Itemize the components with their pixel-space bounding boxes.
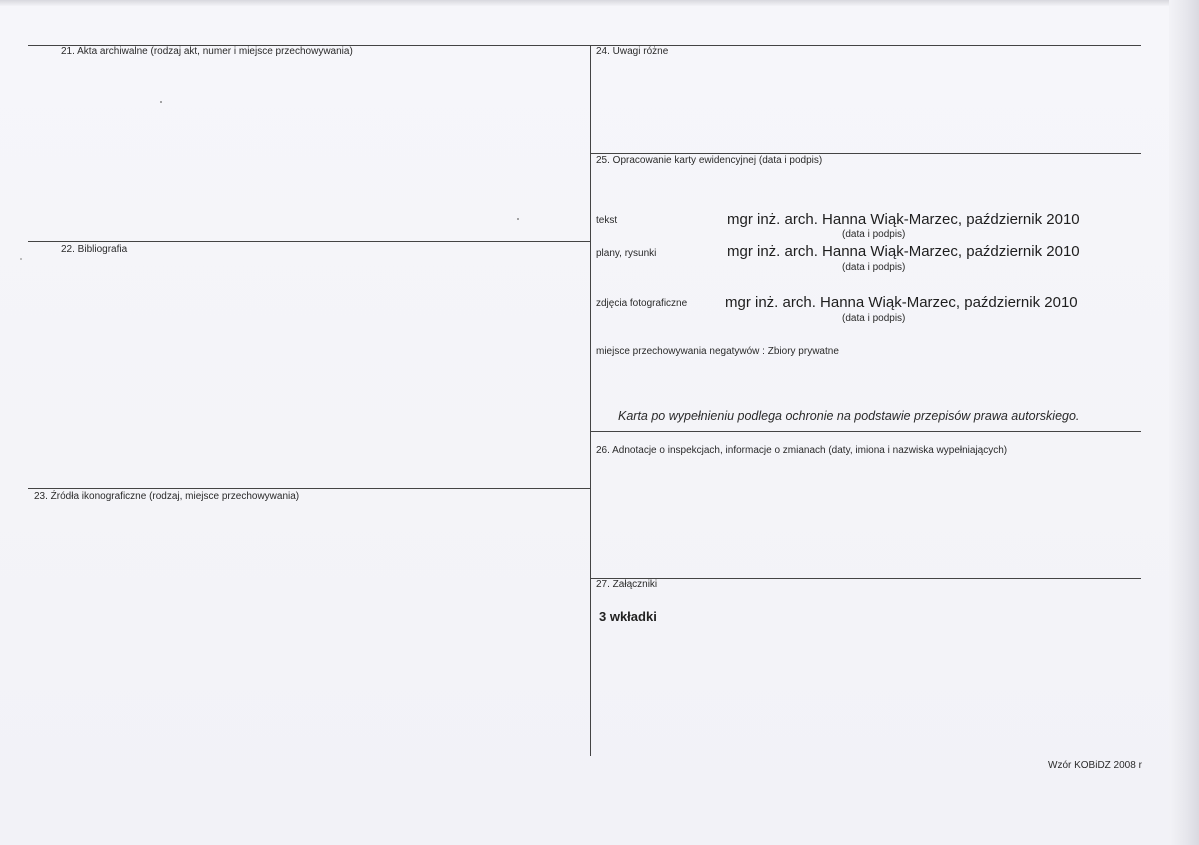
row-plans-value: mgr inż. arch. Hanna Wiąk-Marzec, październik 2010 xyxy=(727,243,1080,260)
attachments-value: 3 wkładki xyxy=(599,609,657,624)
section-24-label: 24. Uwagi różne xyxy=(596,46,669,57)
scan-speck xyxy=(20,258,22,260)
column-divider xyxy=(590,45,591,756)
divider-27-top xyxy=(590,578,1141,579)
row-text-label: tekst xyxy=(596,215,618,226)
section-22-label: 22. Bibliografia xyxy=(61,244,128,255)
row-plans-hint: (data i podpis) xyxy=(842,262,906,273)
divider-23-top xyxy=(28,488,590,489)
divider-25-top xyxy=(590,153,1141,154)
row-photos-value: mgr inż. arch. Hanna Wiąk-Marzec, październik 2010 xyxy=(725,294,1078,311)
scan-speck xyxy=(160,101,162,103)
section-21-label: 21. Akta archiwalne (rodzaj akt, numer i miejsce przechowywania) xyxy=(61,46,353,57)
row-text-hint: (data i podpis) xyxy=(842,229,906,240)
negatives-storage: miejsce przechowywania negatywów : Zbiory prywatne xyxy=(596,346,839,357)
scan-speck xyxy=(517,218,519,220)
row-plans-label: plany, rysunki xyxy=(596,248,657,259)
row-photos-hint: (data i podpis) xyxy=(842,313,906,324)
section-27-label: 27. Załączniki xyxy=(596,579,658,590)
section-23-label: 23. Źródła ikonograficzne (rodzaj, miejsce przechowywania) xyxy=(34,491,300,502)
row-photos-label: zdjęcia fotograficzne xyxy=(596,298,688,309)
divider-22-top xyxy=(28,241,590,242)
form-template-footer: Wzór KOBiDZ 2008 r xyxy=(1048,760,1142,771)
row-text-value: mgr inż. arch. Hanna Wiąk-Marzec, październik 2010 xyxy=(727,211,1080,228)
section-26-label: 26. Adnotacje o inspekcjach, informacje o zmianach (daty, imiona i nazwiska wypełniających) xyxy=(596,445,1008,456)
copyright-note: Karta po wypełnieniu podlega ochronie na podstawie przepisów prawa autorskiego. xyxy=(618,409,1080,423)
divider-26-top xyxy=(590,431,1141,432)
section-25-label: 25. Opracowanie karty ewidencyjnej (data i podpis) xyxy=(596,155,823,166)
paper-right-edge xyxy=(1169,0,1199,845)
paper-top-edge xyxy=(0,0,1199,6)
